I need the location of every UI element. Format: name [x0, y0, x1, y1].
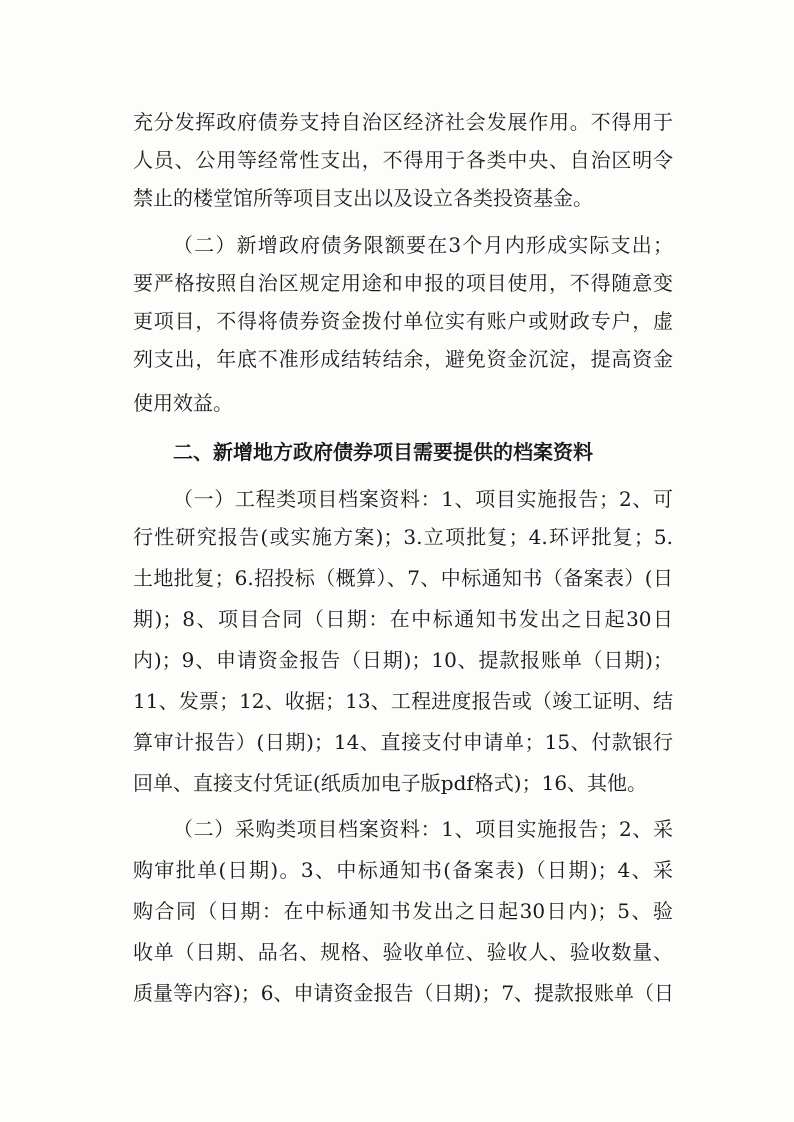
body-line: 人员、公用等经常性支出，不得用于各类中央、自治区明令 — [133, 148, 673, 172]
body-line: （二）采购类项目档案资料：1、项目实施报告；2、采 — [173, 817, 673, 841]
body-line: 购审批单(日期)。3、中标通知书(备案表)（日期)；4、采 — [133, 858, 673, 882]
body-line: 收单（日期、品名、规格、验收单位、验收人、验收数量、 — [133, 940, 673, 964]
body-line: 11、发票；12、收据；13、工程进度报告或（竣工证明、结 — [133, 689, 673, 713]
body-line: 土地批复；6.招投标（概算）、7、中标通知书（备案表）(日 — [133, 566, 673, 590]
body-line: （二）新增政府债务限额要在3个月内形成实际支出； — [173, 233, 673, 257]
body-line: 更项目，不得将债券资金拨付单位实有账户或财政专户，虚 — [133, 309, 673, 333]
body-line: 行性研究报告(或实施方案)；3.立项批复；4.环评批复；5. — [133, 525, 673, 549]
section-heading: 二、新增地方政府债券项目需要提供的档案资料 — [173, 440, 593, 464]
body-line: 内)；9、申请资金报告（日期)；10、提款报账单（日期)； — [133, 648, 673, 672]
body-line: 使用效益。 — [133, 391, 233, 415]
body-line: 质量等内容)；6、申请资金报告（日期)；7、提款报账单（日 — [133, 981, 675, 1005]
body-line: 期)；8、项目合同（日期：在中标通知书发出之日起30日 — [133, 607, 673, 631]
body-line: 充分发挥政府债券支持自治区经济社会发展作用。不得用于 — [133, 110, 673, 134]
body-line: （一）工程类项目档案资料：1、项目实施报告；2、可 — [173, 487, 673, 511]
body-line: 算审计报告）(日期)；14、直接支付申请单；15、付款银行 — [133, 730, 673, 754]
body-line: 禁止的楼堂馆所等项目支出以及设立各类投资基金。 — [133, 186, 593, 210]
body-line: 购合同（日期：在中标通知书发出之日起30日内)；5、验 — [133, 899, 673, 923]
body-line: 列支出，年底不准形成结转结余，避免资金沉淀，提高资金 — [133, 347, 673, 371]
body-line: 回单、直接支付凭证(纸质加电子版pdf格式)；16、其他。 — [133, 771, 648, 795]
body-line: 要严格按照自治区规定用途和申报的项目使用，不得随意变 — [133, 271, 673, 295]
